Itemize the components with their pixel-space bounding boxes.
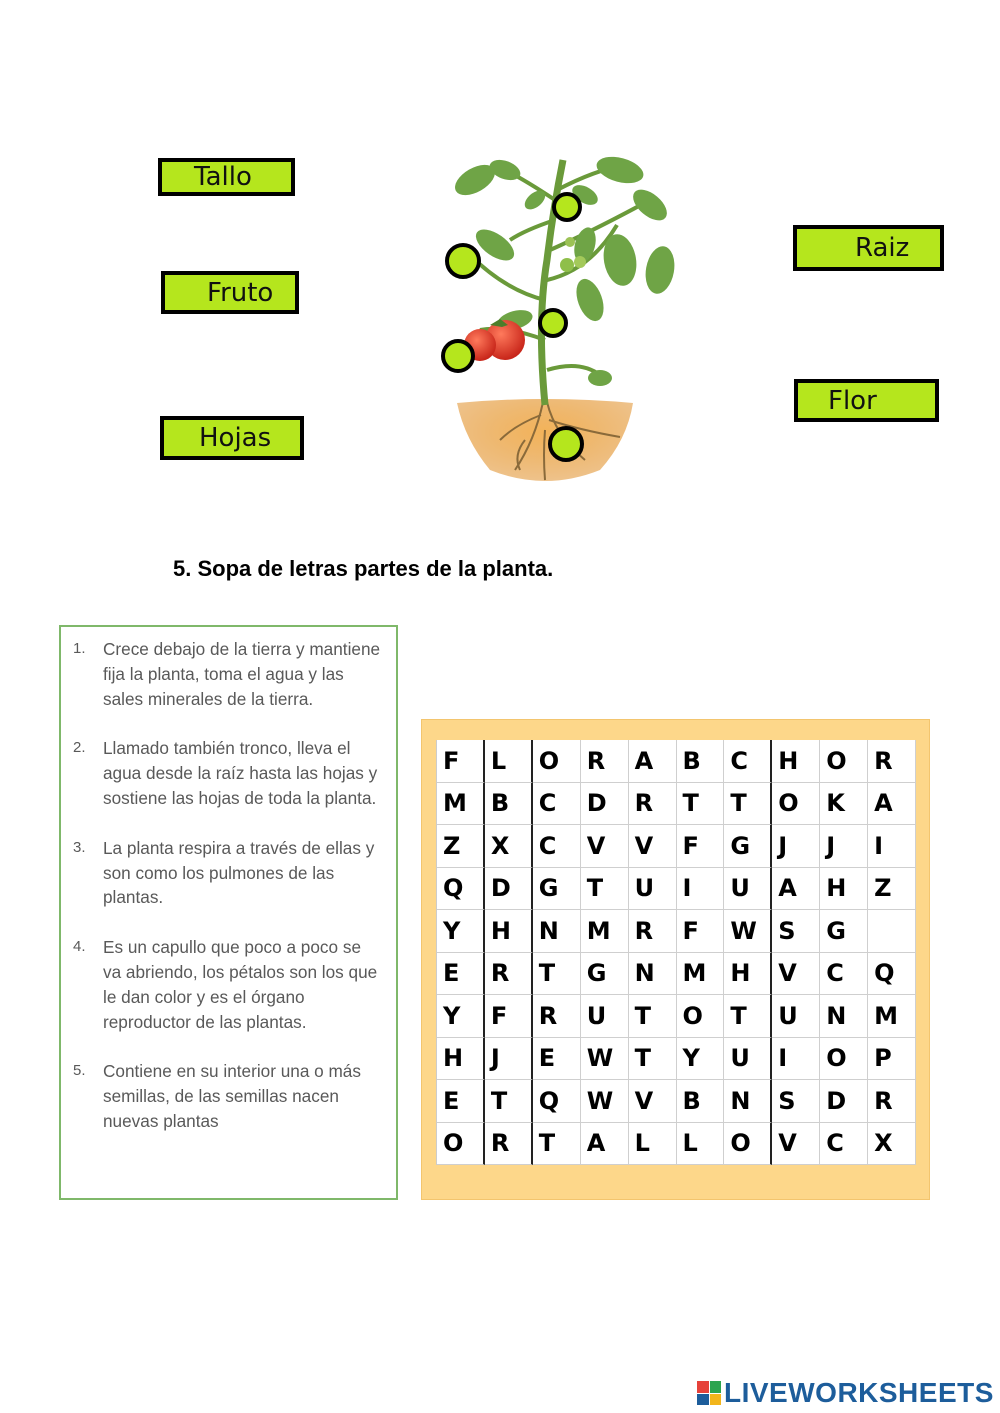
word-search-panel <box>421 719 930 1200</box>
grid-cell[interactable]: T <box>724 995 772 1038</box>
grid-cell[interactable]: N <box>820 995 868 1038</box>
grid-cell[interactable]: C <box>820 953 868 996</box>
grid-cell[interactable]: R <box>485 953 533 996</box>
clue-text: Llamado también tronco, lleva el agua desde la raíz hasta las hojas y sostiene las hojas de toda la planta. <box>103 738 378 808</box>
grid-cell[interactable]: S <box>772 1080 820 1123</box>
grid-cell[interactable]: M <box>868 995 916 1038</box>
grid-cell[interactable]: R <box>629 783 677 826</box>
green-fruit <box>574 256 586 268</box>
grid-cell[interactable]: E <box>437 953 485 996</box>
grid-cell[interactable]: T <box>485 1080 533 1123</box>
clue-number: 1. <box>73 640 86 657</box>
grid-cell[interactable]: I <box>677 868 725 911</box>
section-title: 5. Sopa de letras partes de la planta. <box>173 556 554 581</box>
grid-cell[interactable]: O <box>724 1123 772 1166</box>
clue-number: 2. <box>73 739 86 757</box>
grid-cell[interactable]: U <box>581 995 629 1038</box>
clue-item <box>73 1059 382 1133</box>
grid-cell[interactable]: R <box>485 1123 533 1166</box>
grid-cell[interactable]: M <box>581 910 629 953</box>
grid-cell[interactable]: G <box>820 910 868 953</box>
grid-cell[interactable]: X <box>868 1123 916 1166</box>
grid-cell[interactable]: G <box>581 953 629 996</box>
grid-cell[interactable]: W <box>724 910 772 953</box>
grid-cell[interactable]: T <box>677 783 725 826</box>
grid-cell[interactable]: B <box>677 740 725 783</box>
clue-number: 5. <box>73 1062 86 1080</box>
grid-cell[interactable]: O <box>437 1123 485 1166</box>
grid-cell[interactable]: R <box>533 995 581 1038</box>
plant-illustration <box>395 140 695 500</box>
word-search-grid[interactable] <box>436 740 916 1165</box>
grid-cell[interactable]: R <box>868 1080 916 1123</box>
grid-cell[interactable]: D <box>485 868 533 911</box>
grid-cell[interactable]: Y <box>677 1038 725 1081</box>
grid-cell[interactable]: H <box>437 1038 485 1081</box>
grid-cell[interactable]: M <box>437 783 485 826</box>
drop-target-tallo[interactable] <box>540 310 566 336</box>
grid-cell[interactable]: L <box>485 740 533 783</box>
grid-cell[interactable]: C <box>533 825 581 868</box>
grid-cell[interactable]: V <box>629 1080 677 1123</box>
grid-cell[interactable]: V <box>772 953 820 996</box>
grid-cell[interactable]: B <box>485 783 533 826</box>
grid-cell[interactable]: V <box>629 825 677 868</box>
grid-cell[interactable]: J <box>772 825 820 868</box>
grid-cell[interactable]: L <box>677 1123 725 1166</box>
grid-cell[interactable]: E <box>437 1080 485 1123</box>
grid-cell[interactable]: J <box>820 825 868 868</box>
label-hojas[interactable] <box>160 416 304 460</box>
drop-target-fruto[interactable] <box>443 341 473 371</box>
grid-cell[interactable]: U <box>724 1038 772 1081</box>
grid-cell[interactable]: H <box>724 953 772 996</box>
label-tallo[interactable] <box>158 158 295 196</box>
grid-cell[interactable]: O <box>677 995 725 1038</box>
grid-cell[interactable]: H <box>820 868 868 911</box>
grid-cell[interactable]: T <box>533 1123 581 1166</box>
grid-cell[interactable]: J <box>485 1038 533 1081</box>
grid-cell[interactable]: O <box>820 740 868 783</box>
grid-cell[interactable]: G <box>724 825 772 868</box>
grid-cell[interactable]: H <box>772 740 820 783</box>
grid-cell[interactable]: A <box>581 1123 629 1166</box>
grid-cell[interactable]: L <box>629 1123 677 1166</box>
label-tallo-text: Tallo <box>194 162 252 192</box>
label-fruto-text: Fruto <box>207 277 274 308</box>
grid-cell[interactable]: Z <box>437 825 485 868</box>
grid-cell[interactable]: T <box>629 1038 677 1081</box>
clue-text: Crece debajo de la tierra y mantiene fija la planta, toma el agua y las sales minerales de la tierra. <box>103 639 381 709</box>
grid-cell[interactable]: V <box>772 1123 820 1166</box>
grid-cell[interactable]: U <box>772 995 820 1038</box>
grid-cell[interactable]: K <box>820 783 868 826</box>
drop-target-hojas[interactable] <box>447 245 479 277</box>
grid-cell[interactable]: R <box>868 740 916 783</box>
grid-cell[interactable]: N <box>629 953 677 996</box>
grid-cell[interactable]: Y <box>437 995 485 1038</box>
grid-cell[interactable]: F <box>677 825 725 868</box>
grid-cell[interactable]: T <box>724 783 772 826</box>
grid-cell[interactable]: B <box>677 1080 725 1123</box>
grid-cell[interactable]: Q <box>868 953 916 996</box>
clue-number: 3. <box>73 838 86 856</box>
liveworksheets-logo <box>697 1377 994 1409</box>
grid-cell[interactable]: R <box>629 910 677 953</box>
brand-name: LIVEWORKSHEETS <box>724 1377 994 1408</box>
label-raiz[interactable] <box>793 225 944 271</box>
grid-cell[interactable]: O <box>533 740 581 783</box>
grid-cell[interactable]: D <box>820 1080 868 1123</box>
grid-cell[interactable]: A <box>629 740 677 783</box>
grid-cell[interactable]: M <box>677 953 725 996</box>
grid-cell[interactable]: Q <box>437 868 485 911</box>
grid-cell[interactable]: H <box>485 910 533 953</box>
grid-cell[interactable]: N <box>533 910 581 953</box>
grid-cell[interactable]: X <box>485 825 533 868</box>
grid-cell[interactable]: Z <box>868 868 916 911</box>
label-flor-text: Flor <box>828 385 877 416</box>
green-fruit <box>560 258 574 272</box>
grid-cell[interactable]: D <box>581 783 629 826</box>
clue-box <box>59 625 398 1200</box>
grid-cell[interactable]: A <box>868 783 916 826</box>
grid-cell[interactable]: T <box>581 868 629 911</box>
clue-text: Es un capullo que poco a poco se va abriendo, los pétalos son los que le dan color y es el órgano reproductor de las plantas. <box>103 937 378 1032</box>
clue-number: 4. <box>73 938 86 956</box>
clue-text: Contiene en su interior una o más semillas, de las semillas nacen nuevas plantas <box>103 1061 361 1131</box>
grid-cell[interactable]: Q <box>533 1080 581 1123</box>
grid-cell[interactable]: F <box>437 740 485 783</box>
label-raiz-text: Raiz <box>855 233 910 263</box>
grid-cell[interactable]: S <box>772 910 820 953</box>
grid-cell[interactable]: E <box>533 1038 581 1081</box>
grid-cell[interactable]: I <box>868 825 916 868</box>
green-fruit <box>565 237 575 247</box>
grid-cell[interactable]: C <box>820 1123 868 1166</box>
grid-cell[interactable]: T <box>533 953 581 996</box>
clue-item <box>73 637 382 711</box>
grid-cell[interactable] <box>868 910 916 953</box>
grid-cell[interactable]: P <box>868 1038 916 1081</box>
clue-text: La planta respira a través de ellas y son como los pulmones de las plantas. <box>103 837 375 908</box>
grid-cell[interactable]: F <box>677 910 725 953</box>
clue-item <box>73 736 382 810</box>
grid-cell[interactable]: F <box>485 995 533 1038</box>
grid-cell[interactable]: A <box>772 868 820 911</box>
grid-cell[interactable]: W <box>581 1080 629 1123</box>
grid-cell[interactable]: Y <box>437 910 485 953</box>
liveworksheets-icon <box>697 1381 721 1405</box>
grid-cell[interactable]: W <box>581 1038 629 1081</box>
grid-cell[interactable]: V <box>581 825 629 868</box>
label-flor[interactable] <box>794 379 939 422</box>
grid-cell[interactable]: C <box>533 783 581 826</box>
grid-cell[interactable]: C <box>724 740 772 783</box>
grid-cell[interactable]: T <box>629 995 677 1038</box>
grid-cell[interactable]: O <box>820 1038 868 1081</box>
grid-cell[interactable]: I <box>772 1038 820 1081</box>
grid-cell[interactable]: U <box>629 868 677 911</box>
label-hojas-text: Hojas <box>199 423 272 453</box>
clue-item <box>73 935 382 1034</box>
grid-cell[interactable]: U <box>724 868 772 911</box>
clue-item <box>73 836 382 910</box>
grid-cell[interactable]: R <box>581 740 629 783</box>
label-fruto[interactable] <box>161 271 299 314</box>
drop-target-raiz[interactable] <box>550 428 582 460</box>
grid-cell[interactable]: G <box>533 868 581 911</box>
grid-cell[interactable]: O <box>772 783 820 826</box>
grid-cell[interactable]: N <box>724 1080 772 1123</box>
drop-target-flor[interactable] <box>554 194 580 220</box>
